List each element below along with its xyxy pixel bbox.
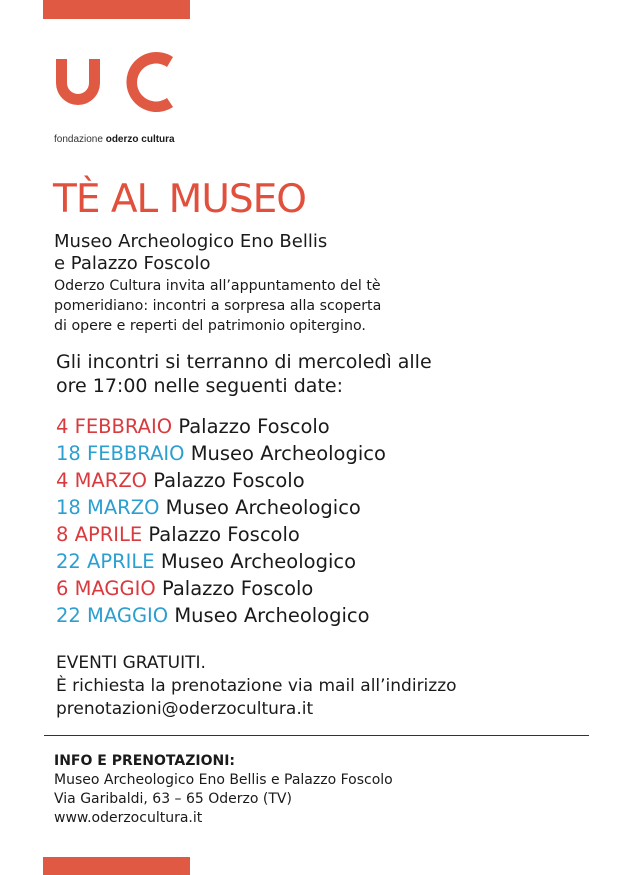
date-item	[56, 440, 386, 467]
date-item	[56, 494, 386, 521]
intro-line-3: di opere e reperti del patrimonio opitergino.	[54, 318, 366, 334]
date-label: 8 APRILE	[56, 523, 143, 546]
date-label: 18 FEBBRAIO	[56, 442, 185, 465]
schedule-intro-line-1: Gli incontri si terranno di mercoledì alle	[56, 351, 432, 373]
booking-email-link[interactable]: prenotazioni@oderzocultura.it	[56, 699, 314, 719]
date-item	[56, 467, 386, 494]
info-venue: Museo Archeologico Eno Bellis e Palazzo Foscolo	[54, 772, 393, 788]
venue-label: Museo Archeologico	[174, 604, 370, 627]
date-label: 6 MAGGIO	[56, 577, 156, 600]
website-link[interactable]: www.oderzocultura.it	[54, 810, 203, 826]
venue-label: Palazzo Foscolo	[153, 469, 305, 492]
events-notice	[56, 652, 457, 721]
intro-line-1: Oderzo Cultura invita all’appuntamento del tè	[54, 278, 381, 294]
section-divider	[44, 735, 589, 736]
subtitle	[54, 231, 327, 275]
venue-label: Museo Archeologico	[190, 442, 386, 465]
intro-line-2: pomeridiano: incontri a sorpresa alla scoperta	[54, 298, 382, 314]
date-label: 22 MAGGIO	[56, 604, 169, 627]
schedule-intro-line-2: ore 17:00 nelle seguenti date:	[56, 375, 343, 397]
venue-label: Museo Archeologico	[165, 496, 361, 519]
info-address: Via Garibaldi, 63 – 65 Oderzo (TV)	[54, 791, 292, 807]
page-title: TÈ AL MUSEO	[53, 177, 306, 222]
date-label: 4 FEBBRAIO	[56, 415, 173, 438]
date-item	[56, 575, 386, 602]
caption-name: oderzo cultura	[105, 134, 175, 145]
subtitle-line-2: e Palazzo Foscolo	[54, 253, 211, 274]
venue-label: Palazzo Foscolo	[161, 577, 314, 600]
dates-list	[56, 413, 386, 629]
caption-prefix: fondazione	[54, 134, 103, 145]
bottom-accent-bar	[43, 857, 190, 875]
booking-text: È richiesta la prenotazione via mail all’indirizzo	[56, 676, 457, 696]
info-block	[54, 752, 393, 828]
date-item	[56, 602, 386, 629]
venue-label: Palazzo Foscolo	[148, 523, 300, 546]
venue-label: Palazzo Foscolo	[178, 415, 330, 438]
info-heading: INFO E PRENOTAZIONI:	[54, 753, 236, 769]
venue-label: Museo Archeologico	[160, 550, 357, 573]
oderzo-cultura-logo	[53, 45, 181, 115]
subtitle-line-1: Museo Archeologico Eno Bellis	[54, 231, 328, 252]
intro-paragraph	[54, 276, 381, 336]
logo-caption	[54, 134, 175, 145]
top-accent-bar	[43, 0, 190, 19]
date-item	[56, 413, 386, 440]
schedule-intro	[56, 350, 432, 398]
date-item	[56, 521, 386, 548]
date-label: 22 APRILE	[56, 550, 155, 573]
free-events-text: EVENTI GRATUITI.	[56, 653, 206, 673]
date-label: 18 MARZO	[56, 496, 160, 519]
date-item	[56, 548, 386, 575]
date-label: 4 MARZO	[56, 469, 148, 492]
